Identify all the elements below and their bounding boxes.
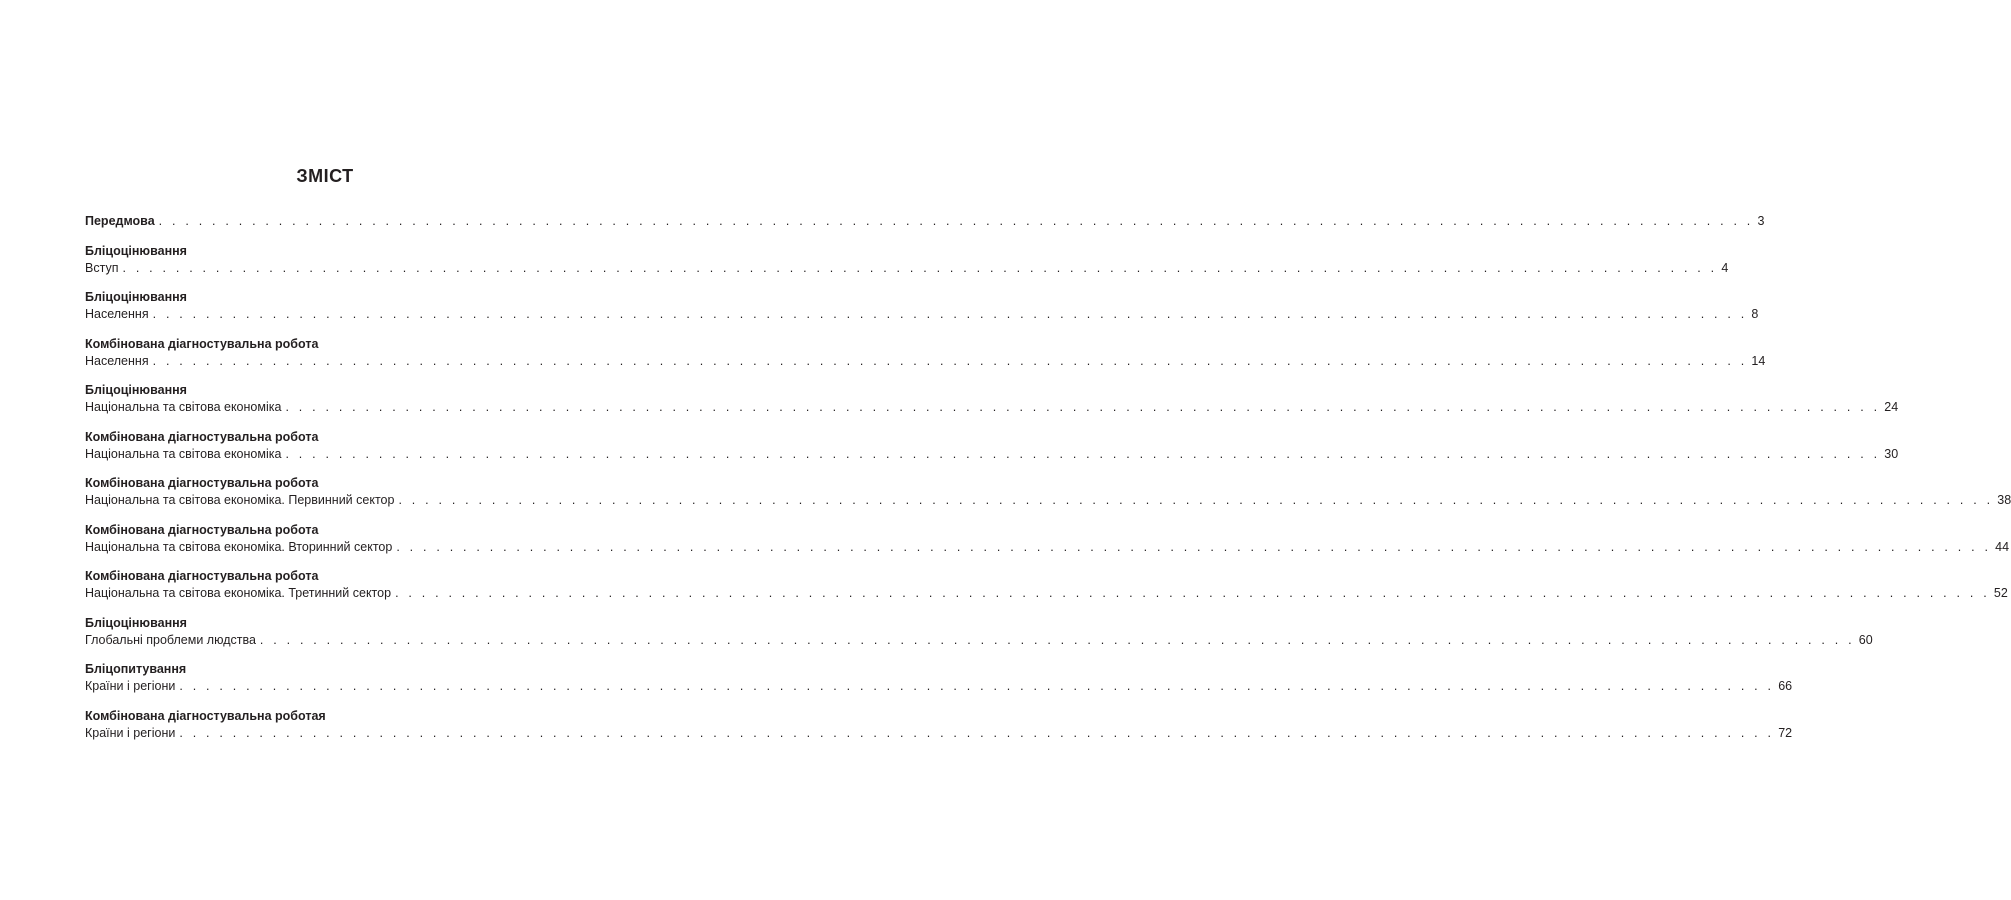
dot-leader: . . . . . . . . . . . . . . . . . . . . . . . . . . . . . . . . . . . . . . . . . . . . . . . . . . . . . . . . . . . . . . . . . . . . . . . . . . . . . . . . . . . . . . . . . . . . . . . . . . . . . . . . . . . . . . . . . . . . . . . . [122,260,1718,275]
toc-section-heading: Бліцоцінювання [85,383,187,397]
toc-entry-title: Вступ [85,260,119,275]
toc-entry [85,661,1793,695]
dot-leader: . . . . . . . . . . . . . . . . . . . . . . . . . . . . . . . . . . . . . . . . . . . . . . . . . . . . . . . . . . . . . . . . . . . . . . . . . . . . . . . . . . . . . . . . . . . . . . . . . . . . . . . . . . . . . . . . . . . . . . . . [395,586,1990,600]
table-of-contents [85,212,2011,754]
toc-line [85,584,2008,602]
dot-leader: . . . . . . . . . . . . . . . . . . . . . . . . . . . . . . . . . . . . . . . . . . . . . . . . . . . . . . . . . . . . . . . . . . . . . . . . . . . . . . . . . . . . . . . . . . . . . . . . . . . . . . . . . . . . . . . . . . . . . . . . [152,353,1748,368]
toc-line [85,445,1899,463]
toc-page-number: 66 [1778,679,1793,693]
toc-page-number: 3 [1757,214,1765,228]
toc-entry-title: Населення [85,307,149,321]
toc-line [85,259,1729,277]
toc-section-heading: Бліцоцінювання [85,243,187,258]
toc-page-number: 38 [1997,493,2011,507]
toc-page-number: 4 [1721,260,1729,275]
toc-entry-title: Національна та світова економіка. Вторинний сектор [85,539,393,554]
toc-line [85,352,1766,370]
dot-leader: . . . . . . . . . . . . . . . . . . . . . . . . . . . . . . . . . . . . . . . . . . . . . . . . . . . . . . . . . . . . . . . . . . . . . . . . . . . . . . . . . . . . . . . . . . . . . . . . . . . . . . . . . . . . . . . . . . . . . . . . [285,400,1881,414]
toc-line [85,398,1899,416]
toc-entry [85,212,1765,230]
toc-entry [85,708,1793,742]
toc-section-heading: Комбінована діагностувальна робота [85,429,319,444]
toc-entry [85,243,1729,277]
toc-entry [85,475,2011,509]
toc-line [85,724,1793,742]
toc-section-heading: Бліцоцінювання [85,290,187,304]
toc-entry-title: Національна та світова економіка. Третинний сектор [85,586,392,600]
toc-entry [85,615,1873,649]
toc-line [85,631,1873,649]
toc-section-heading: Комбінована діагностувальна роботая [85,708,326,723]
toc-entry-title: Країни і регіони [85,679,176,693]
toc-page-number: 60 [1858,632,1873,647]
toc-section-heading: Бліцоцінювання [85,615,187,630]
toc-entry-title: Національна та світова економіка [85,400,282,414]
toc-page-number: 52 [1993,586,2008,600]
toc-entry-title: Країни і регіони [85,725,176,740]
toc-entry-title: Національна та світова економіка [85,446,282,461]
dot-leader: . . . . . . . . . . . . . . . . . . . . . . . . . . . . . . . . . . . . . . . . . . . . . . . . . . . . . . . . . . . . . . . . . . . . . . . . . . . . . . . . . . . . . . . . . . . . . . . . . . . . . . . . . . . . . . . . . . . . . . . . [398,493,1994,507]
toc-line [85,305,1759,323]
toc-entry [85,522,2010,556]
toc-entry [85,336,1766,370]
toc-entry-title: Національна та світова економіка. Первинний сектор [85,493,395,507]
toc-page-number: 14 [1751,353,1766,368]
toc-entry [85,429,1899,463]
toc-section-heading: Комбінована діагностувальна робота [85,569,319,583]
toc-entry-title: Передмова [85,214,155,228]
page-title: ЗМІСТ [296,166,354,186]
toc-entry-title: Глобальні проблеми людства [85,632,256,647]
dot-leader: . . . . . . . . . . . . . . . . . . . . . . . . . . . . . . . . . . . . . . . . . . . . . . . . . . . . . . . . . . . . . . . . . . . . . . . . . . . . . . . . . . . . . . . . . . . . . . . . . . . . . . . . . . . . . . . . . . . . . . . . [285,446,1881,461]
toc-page-number: 72 [1778,725,1793,740]
dot-leader: . . . . . . . . . . . . . . . . . . . . . . . . . . . . . . . . . . . . . . . . . . . . . . . . . . . . . . . . . . . . . . . . . . . . . . . . . . . . . . . . . . . . . . . . . . . . . . . . . . . . . . . . . . . . . . . . . . . . . . . . [396,539,1992,554]
toc-entry-title: Населення [85,353,149,368]
toc-page-number: 44 [1995,539,2010,554]
toc-page-number: 24 [1884,400,1899,414]
toc-entry [85,289,1759,323]
toc-line [85,212,1765,230]
dot-leader: . . . . . . . . . . . . . . . . . . . . . . . . . . . . . . . . . . . . . . . . . . . . . . . . . . . . . . . . . . . . . . . . . . . . . . . . . . . . . . . . . . . . . . . . . . . . . . . . . . . . . . . . . . . . . . . . . . . . . . . . [158,214,1754,228]
dot-leader: . . . . . . . . . . . . . . . . . . . . . . . . . . . . . . . . . . . . . . . . . . . . . . . . . . . . . . . . . . . . . . . . . . . . . . . . . . . . . . . . . . . . . . . . . . . . . . . . . . . . . . . . . . . . . . . . . . . . . . . . [179,725,1775,740]
toc-section-heading: Комбінована діагностувальна робота [85,476,319,490]
toc-entry [85,382,1899,416]
toc-line [85,491,2011,509]
toc-page-number: 30 [1884,446,1899,461]
toc-entry [85,568,2008,602]
toc-section-heading: Бліцопитування [85,662,187,676]
toc-page-number: 8 [1751,307,1759,321]
toc-line [85,677,1793,695]
toc-section-heading: Комбінована діагностувальна робота [85,522,319,537]
dot-leader: . . . . . . . . . . . . . . . . . . . . . . . . . . . . . . . . . . . . . . . . . . . . . . . . . . . . . . . . . . . . . . . . . . . . . . . . . . . . . . . . . . . . . . . . . . . . . . . . . . . . . . . . . . . . . . . . . . . . . . . . [152,307,1748,321]
dot-leader: . . . . . . . . . . . . . . . . . . . . . . . . . . . . . . . . . . . . . . . . . . . . . . . . . . . . . . . . . . . . . . . . . . . . . . . . . . . . . . . . . . . . . . . . . . . . . . . . . . . . . . . . . . . . . . . . . . . . . . . . [259,632,1855,647]
toc-section-heading: Комбінована діагностувальна робота [85,336,319,351]
toc-line [85,538,2010,556]
dot-leader: . . . . . . . . . . . . . . . . . . . . . . . . . . . . . . . . . . . . . . . . . . . . . . . . . . . . . . . . . . . . . . . . . . . . . . . . . . . . . . . . . . . . . . . . . . . . . . . . . . . . . . . . . . . . . . . . . . . . . . . . [179,679,1775,693]
